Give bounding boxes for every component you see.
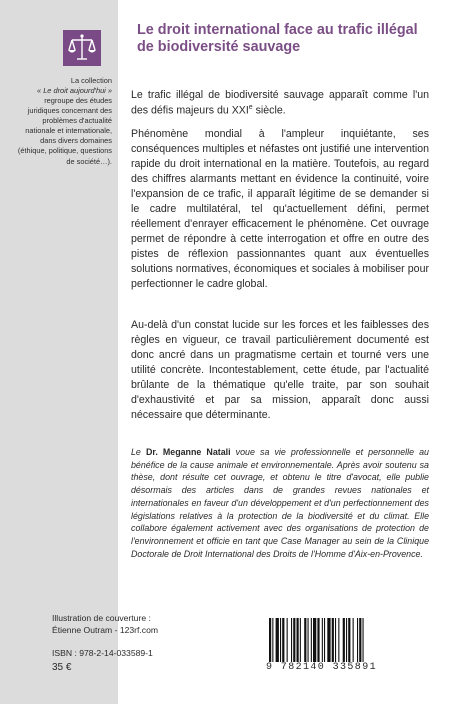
scales-of-justice-icon	[66, 33, 98, 63]
price: 35 €	[52, 662, 72, 673]
collection-name: « Le droit aujourd'hui »	[37, 86, 112, 96]
credit-source: Étienne Outram - 123rf.com	[52, 625, 159, 636]
credit-label: Illustration de couverture :	[52, 613, 151, 623]
cover-credit	[52, 612, 158, 636]
paragraph-intro: Le trafic illégal de biodiversité sauvage apparaît comme l'un des défis majeurs du XXIe siècle.	[131, 89, 429, 117]
collection-text: regroupe des études juridiques concernant des problèmes d'actualité nationale et internationale, dans divers domaines (éthique, politique, questions de société…).	[17, 96, 112, 166]
author-bio	[131, 446, 429, 561]
author-name: Dr. Meganne Natali	[145, 447, 231, 457]
paragraph-conclusion: Au-delà d'un constat lucide sur les forces et les faiblesses des règles en vigueur, ce travail particulièrement documenté est donc ancré dans un pragmatisme certain et tourné vers une utilité concrète. Incontestablement, cette étude, par l'actualité brûlante de la thématique qu'elle traite, par son souhait d'exhaustivité et par sa mission, apparaît donc aussi nécessaire que déterminante.	[131, 319, 429, 422]
paragraph-context: Phénomène mondial à l'ampleur inquiétante, ses conséquences multiples et néfastes ont justifié une intervention rapide du droit international en la matière. Toutefois, au regard des chiffres alarmants mettant en évidence la continuité, voire l'expansion de ce trafic, il apparaît légitime de se demander si le cadre multilatéral, tel qu'actuellement défini, permet réellement d'enrayer efficacement le phénomène. Cet ouvrage permet de répondre à cette interrogation et offre en outre des pistes de réflexion passionnantes quant aux éventuelles solutions normatives, économiques et sociales à mobiliser pour perfectionner le cadre global.	[131, 128, 429, 291]
logo	[63, 30, 101, 66]
collection-description	[14, 76, 112, 167]
author-prefix: Le	[131, 447, 146, 457]
sidebar	[0, 0, 118, 704]
isbn: ISBN : 978-2-14-033589-1	[52, 648, 153, 658]
book-title: Le droit international face au trafic illégal de biodiversité sauvage	[137, 22, 418, 55]
collection-intro: La collection	[70, 76, 112, 85]
author-bio-text: voue sa vie professionnelle et personnelle au bénéfice de la cause animale et environnementale. Après avoir soutenu sa thèse, dont résulte cet ouvrage, et obtenu le titre d'avocat, elle publie désormais des articles dans de grandes revues nationales et internationales en faveur d'un développement et d'un perfectionnement des législations relatives à la protection de la biodiversité et du climat. Elle collabore également activement avec des organisations de protection de l'environnement et officie en tant que Case Manager au sein de la Clinique Doctorale de Droit International des Droits de l'Homme d'Aix-en-Provence.	[131, 447, 429, 559]
barcode-number: 9 782140 335891	[266, 662, 378, 673]
